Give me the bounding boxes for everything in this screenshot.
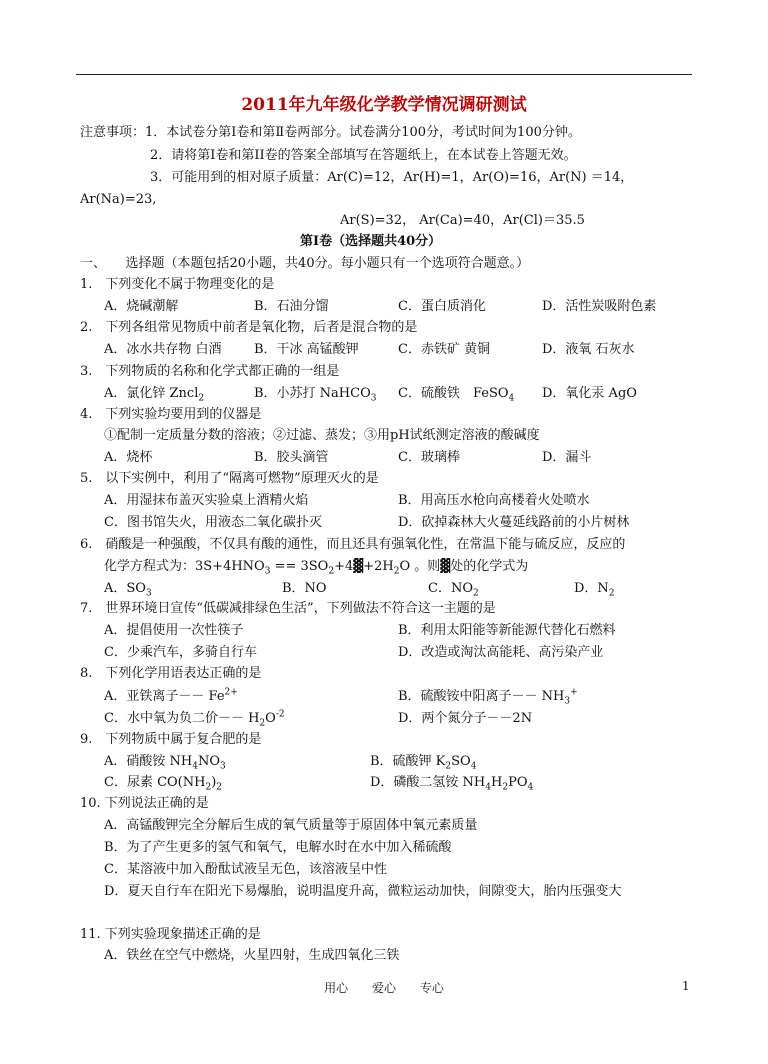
question-stem: 8. 下列化学用语表达正确的是 xyxy=(80,666,262,681)
option-c xyxy=(428,581,479,597)
subscript: 2 xyxy=(259,718,266,729)
page-number: 1 xyxy=(682,979,690,993)
eq-part: == 3SO xyxy=(270,559,329,574)
subscript: 2 xyxy=(216,782,223,793)
option-text: C．NO xyxy=(428,581,473,596)
option-text: C．水中氧为负二价－－ H xyxy=(104,711,260,726)
option-text: PO xyxy=(508,775,528,790)
option-c: C．赤铁矿 黄铜 xyxy=(398,342,491,357)
option-text: D．N xyxy=(574,581,609,596)
subscript: 2 xyxy=(445,761,452,772)
option-d xyxy=(574,581,615,597)
subscript: 3 xyxy=(564,696,571,707)
part-heading: 一、 选择题（本题包括20小题，共40分。每小题只有一个选项符合题意。） xyxy=(80,256,530,271)
subscript: 2 xyxy=(205,782,212,793)
option-a: A．烧碱潮解 xyxy=(104,299,179,314)
option-text: SO xyxy=(451,754,471,769)
option-text: H xyxy=(491,775,503,790)
notice-line-4: Ar(Na)=23, xyxy=(80,192,157,207)
option-b xyxy=(398,689,578,705)
footer xyxy=(0,979,768,996)
option-b xyxy=(254,386,377,402)
option-c: C．玻璃棒 xyxy=(398,450,460,465)
subscript: 4 xyxy=(508,393,515,404)
notice-line-3: 3．可能用到的相对原子质量：Ar(C)=12，Ar(H)=1，Ar(O)=16，Ar(N) ＝14， xyxy=(150,170,634,185)
option-text: C．尿素 CO(NH xyxy=(104,775,206,790)
option-d: D．两个氮分子－－2N xyxy=(398,711,533,726)
option-text: A．SO xyxy=(104,581,146,596)
question-stem: 2. 下列各组常见物质中前者是氧化物，后者是混合物的是 xyxy=(80,320,418,335)
option-a: A．提倡使用一次性筷子 xyxy=(104,623,244,638)
option-c: C．少乘汽车，多骑自行车 xyxy=(104,645,257,660)
subscript: 2 xyxy=(393,566,400,577)
option-b: B．为了产生更多的氢气和氧气，电解水时在水中加入稀硫酸 xyxy=(104,840,452,855)
option-text: A．亚铁离子－－ Fe xyxy=(104,689,225,704)
option-text: A．氯化锌 Zncl xyxy=(104,386,199,401)
question-stem: 10. 下列说法正确的是 xyxy=(80,796,209,811)
option-b: B．用高压水枪向高楼着火处喷水 xyxy=(398,493,590,508)
option-c: C．某溶液中加入酚酞试液呈无色，该溶液呈中性 xyxy=(104,862,387,877)
option-text: A．硝酸铵 NH xyxy=(104,754,193,769)
subscript: 3 xyxy=(145,588,152,599)
option-b: B．胶头滴管 xyxy=(254,450,329,465)
footer-word: 爱心 xyxy=(371,981,396,995)
option-text: B．硫酸钾 K xyxy=(370,754,446,769)
notice-line-5: Ar(S)=32， Ar(Ca)=40，Ar(Cl)＝35.5 xyxy=(340,213,585,228)
subscript: 3 xyxy=(370,393,377,404)
option-text: B．硫酸铵中阳离子－－ NH xyxy=(398,689,565,704)
option-a: A．烧杯 xyxy=(104,450,153,465)
subscript: 2 xyxy=(472,588,479,599)
question-stem: 5. 以下实例中，利用了“隔离可燃物”原理灭火的是 xyxy=(80,471,379,486)
option-text: NO xyxy=(197,754,221,769)
option-b: B．石油分馏 xyxy=(254,299,329,314)
header-rule xyxy=(76,74,692,75)
question-subtext: ①配制一定质量分数的溶液；②过滤、蒸发；③用pH试纸测定溶液的酸碱度 xyxy=(104,428,540,443)
option-a xyxy=(104,754,226,770)
superscript: + xyxy=(570,687,578,698)
notice-line-1: 注意事项：1．本试卷分第Ⅰ卷和第Ⅱ卷两部分。试卷满分100分，考试时间为100分钟。 xyxy=(80,125,581,140)
option-a: A．高锰酸钾完全分解后生成的氧气质量等于原固体中氧元素质量 xyxy=(104,818,478,833)
subscript: 2 xyxy=(502,782,509,793)
subscript: 2 xyxy=(328,566,335,577)
subscript: 2 xyxy=(198,393,205,404)
eq-part: 化学方程式为：3S+4HNO xyxy=(104,559,265,574)
option-text: C．硫酸铁 FeSO xyxy=(398,386,509,401)
option-c: C．图书馆失火，用液态二氧化碳扑灭 xyxy=(104,515,322,530)
question-stem: 6. 硝酸是一种强酸，不仅具有酸的通性，而且还具有强氧化性，在常温下能与硫反应，反应的 xyxy=(80,537,626,552)
option-d: D．改造或淘汰高能耗、高污染产业 xyxy=(398,645,604,660)
option-d: D．漏斗 xyxy=(542,450,592,465)
eq-part: +4▓+2H xyxy=(334,559,394,574)
subscript: 4 xyxy=(527,782,534,793)
superscript: -2 xyxy=(275,709,285,720)
notice-line-2: 2．请将第Ⅰ卷和第II卷的答案全部填写在答题纸上，在本试卷上答题无效。 xyxy=(150,148,577,163)
question-stem: 9. 下列物质中属于复合肥的是 xyxy=(80,732,262,747)
option-c: C．蛋白质消化 xyxy=(398,299,486,314)
option-d: D．夏天自行车在阳光下易爆胎，说明温度升高，微粒运动加快，间隙变大，胎内压强变大 xyxy=(104,884,622,899)
option-a: A．用湿抹布盖灭实验桌上酒精火焰 xyxy=(104,493,309,508)
subscript: 4 xyxy=(470,761,477,772)
option-text: ) xyxy=(211,775,217,790)
option-d: D．活性炭吸附色素 xyxy=(542,299,657,314)
option-d: D．液氧 石灰水 xyxy=(542,342,635,357)
option-a: A．铁丝在空气中燃烧，火星四射，生成四氧化三铁 xyxy=(104,948,400,963)
question-stem: 1. 下列变化不属于物理变化的是 xyxy=(80,277,275,292)
option-b xyxy=(370,754,476,770)
question-stem: 11. 下列实验现象描述正确的是 xyxy=(80,927,261,942)
option-c xyxy=(104,775,222,791)
subscript: 2 xyxy=(608,588,615,599)
option-a: A．冰水共存物 白酒 xyxy=(104,342,222,357)
option-d: D．砍掉森林大火蔓延线路前的小片树林 xyxy=(398,515,630,530)
superscript: 2+ xyxy=(224,687,238,698)
chemical-equation xyxy=(104,559,528,575)
subscript: 4 xyxy=(192,761,198,772)
subscript: 4 xyxy=(485,782,492,793)
option-d xyxy=(370,775,533,791)
option-b: B．干冰 高锰酸钾 xyxy=(254,342,359,357)
option-text: D．磷酸二氢铵 NH xyxy=(370,775,486,790)
option-b: B．利用太阳能等新能源代替化石燃料 xyxy=(398,623,616,638)
option-a xyxy=(104,581,152,597)
eq-part: O 。则▓处的化学式为 xyxy=(399,559,529,574)
footer-word: 用心 xyxy=(324,981,349,995)
option-text: O xyxy=(265,711,276,726)
option-b: B．NO xyxy=(282,581,327,596)
footer-word: 专心 xyxy=(419,981,444,995)
page-title: 2011年九年级化学教学情况调研测试 xyxy=(241,95,527,115)
option-text: B．小苏打 NaHCO xyxy=(254,386,371,401)
subscript: 3 xyxy=(264,566,271,577)
question-stem: 7. 世界环境日宣传“低碳减排绿色生活”，下列做法不符合这一主题的是 xyxy=(80,601,496,616)
subscript: 3 xyxy=(220,761,226,772)
question-stem: 4. 下列实验均要用到的仪器是 xyxy=(80,407,262,422)
section-title: 第Ⅰ卷（选择题共40分） xyxy=(300,234,442,249)
option-d: D．氧化汞 AgO xyxy=(542,386,637,401)
question-stem: 3. 下列物质的名称和化学式都正确的一组是 xyxy=(80,364,340,379)
option-a xyxy=(104,689,238,705)
option-c xyxy=(398,386,514,402)
option-a xyxy=(104,386,204,402)
option-c xyxy=(104,711,285,727)
